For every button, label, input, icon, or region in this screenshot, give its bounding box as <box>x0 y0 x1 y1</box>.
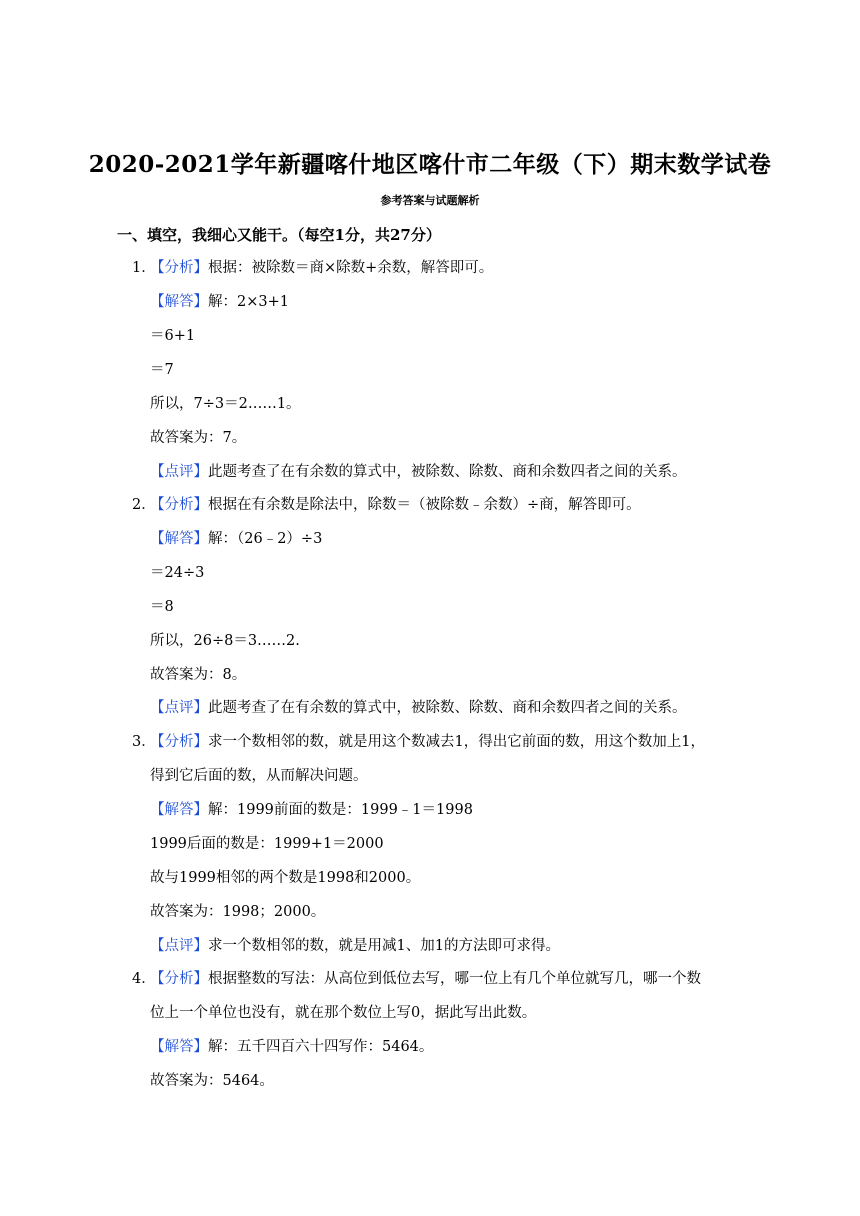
comment-text: 此题考查了在有余数的算式中，被除数、除数、商和余数四者之间的关系。 <box>208 700 687 716</box>
answer-line <box>150 800 473 820</box>
comment-text: 此题考查了在有余数的算式中，被除数、除数、商和余数四者之间的关系。 <box>208 464 687 480</box>
answer-step: ＝7 <box>150 362 174 378</box>
answer-step: ＝6+1 <box>150 328 196 344</box>
analysis-line <box>150 732 705 752</box>
answer-step: 故与1999相邻的两个数是1998和2000。 <box>150 870 421 886</box>
page-subtitle: 参考答案与试题解析 <box>380 194 480 207</box>
question-number: 2． <box>132 497 156 513</box>
analysis-text: 根据在有余数是除法中，除数＝（被除数﹣余数）÷商，解答即可。 <box>208 497 641 513</box>
analysis-tag: 【分析】 <box>150 734 208 750</box>
final-answer: 故答案为：7。 <box>150 430 247 446</box>
comment-text: 求一个数相邻的数，就是用减1、加1的方法即可求得。 <box>208 938 560 954</box>
answer-line <box>150 292 289 312</box>
answer-step: ＝8 <box>150 599 174 615</box>
answer-text: 解：（26﹣2）÷3 <box>208 531 323 547</box>
analysis-continuation: 得到它后面的数，从而解决问题。 <box>150 768 368 784</box>
answer-text: 解：五千四百六十四写作：5464。 <box>208 1039 434 1055</box>
analysis-tag: 【分析】 <box>150 260 208 276</box>
comment-tag: 【点评】 <box>150 700 208 716</box>
analysis-line <box>150 969 701 989</box>
question-number: 3． <box>132 734 156 750</box>
answer-tag: 【解答】 <box>150 531 208 547</box>
analysis-tag: 【分析】 <box>150 497 208 513</box>
analysis-continuation: 位上一个单位也没有，就在那个数位上写0，据此写出此数。 <box>150 1005 537 1021</box>
answer-step: ＝24÷3 <box>150 565 205 581</box>
answer-line <box>150 1037 433 1057</box>
analysis-text: 根据整数的写法：从高位到低位去写，哪一位上有几个单位就写几，哪一个数 <box>208 971 701 987</box>
comment-line <box>150 698 687 718</box>
answer-line <box>150 529 322 549</box>
section-heading: 一、填空，我细心又能干。（每空1分，共27分） <box>117 226 441 244</box>
answer-step: 所以，26÷8＝3……2. <box>150 633 300 649</box>
page-title: 2020-2021学年新疆喀什地区喀什市二年级（下）期末数学试卷 <box>88 151 772 178</box>
answer-tag: 【解答】 <box>150 1039 208 1055</box>
analysis-line <box>150 495 641 515</box>
answer-step: 1999后面的数是：1999+1＝2000 <box>150 836 384 852</box>
comment-tag: 【点评】 <box>150 464 208 480</box>
comment-tag: 【点评】 <box>150 938 208 954</box>
answer-text: 解：1999前面的数是：1999﹣1＝1998 <box>208 802 473 818</box>
final-answer: 故答案为：8。 <box>150 667 247 683</box>
answer-tag: 【解答】 <box>150 294 208 310</box>
answer-text: 解：2×3+1 <box>208 294 289 310</box>
comment-line <box>150 936 560 956</box>
answer-tag: 【解答】 <box>150 802 208 818</box>
comment-line <box>150 462 687 482</box>
analysis-tag: 【分析】 <box>150 971 208 987</box>
analysis-text: 求一个数相邻的数，就是用这个数减去1，得出它前面的数，用这个数加上1， <box>208 734 705 750</box>
final-answer: 故答案为：5464。 <box>150 1073 274 1089</box>
question-number: 4． <box>132 971 156 987</box>
final-answer: 故答案为：1998；2000。 <box>150 904 326 920</box>
question-number: 1． <box>132 260 156 276</box>
analysis-line <box>150 258 493 278</box>
answer-step: 所以，7÷3＝2……1。 <box>150 396 301 412</box>
analysis-text: 根据：被除数＝商×除数+余数，解答即可。 <box>208 260 494 276</box>
